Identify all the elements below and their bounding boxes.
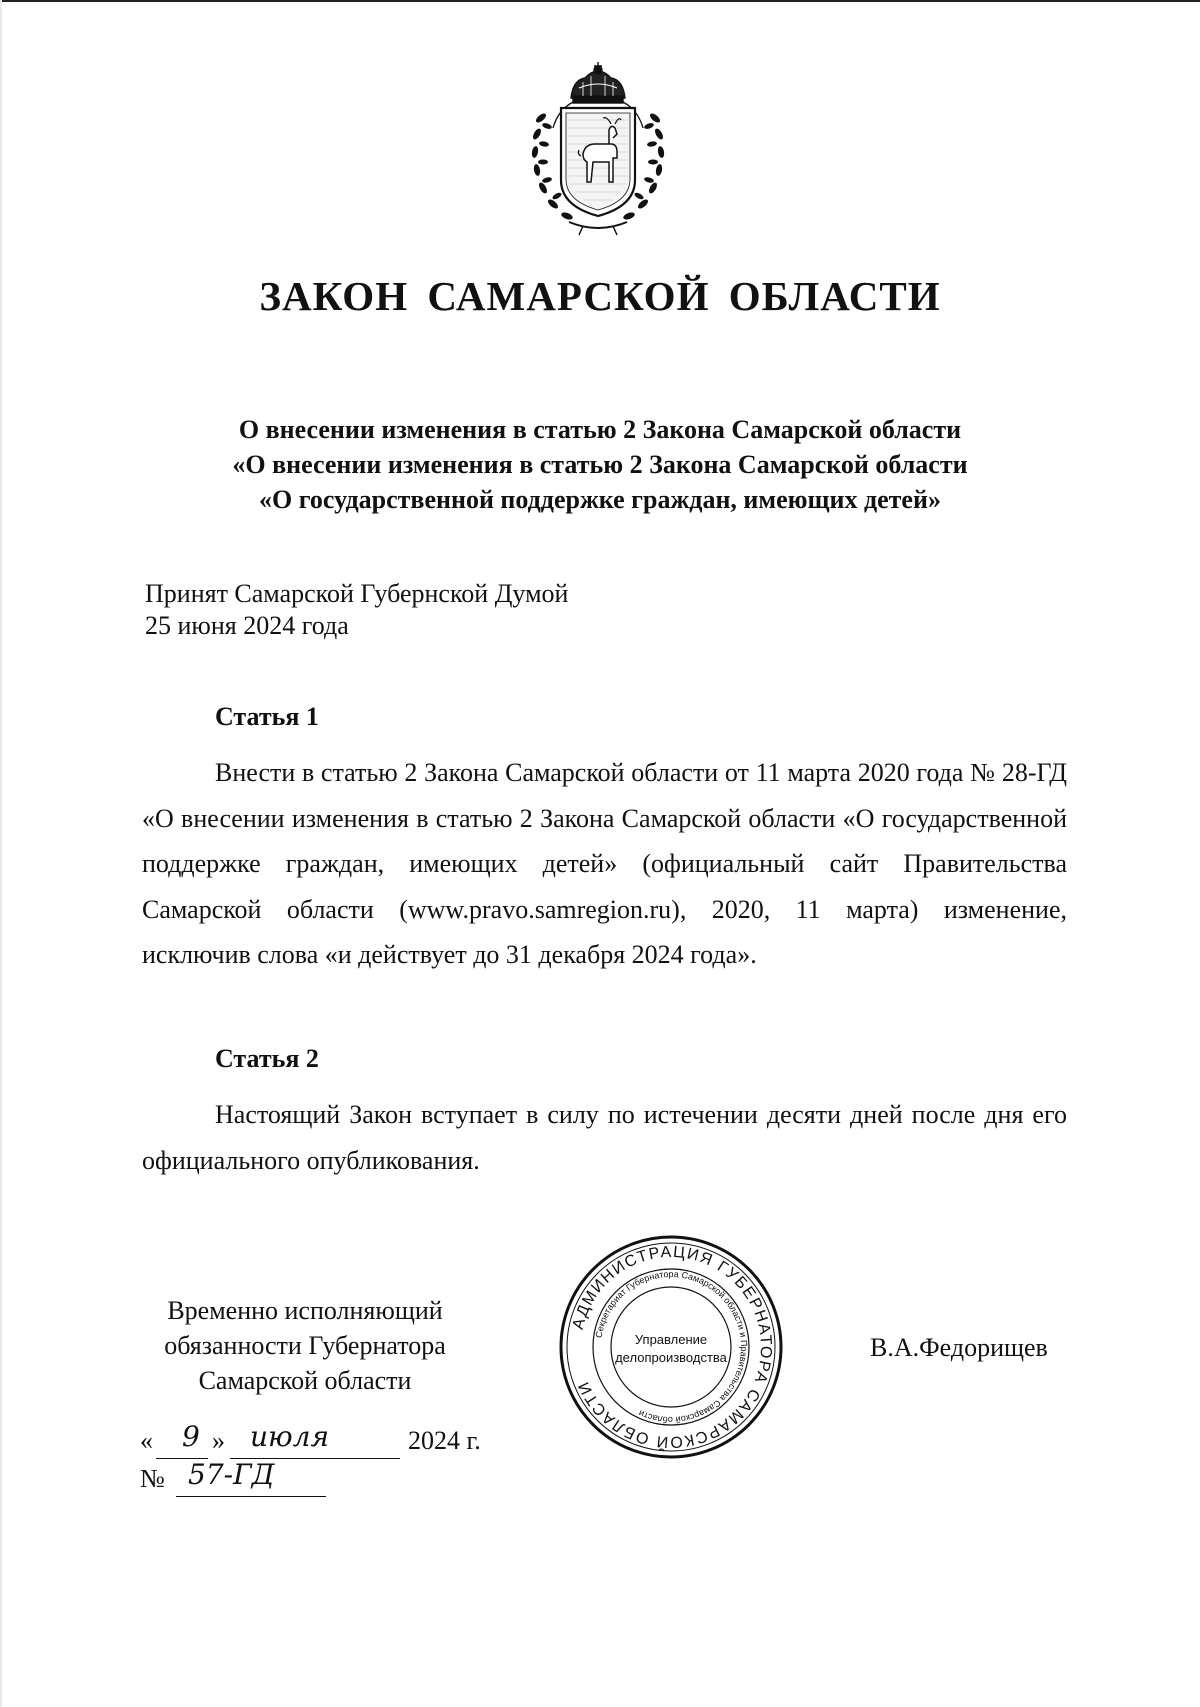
date-month-handwritten: июля [250,1420,330,1453]
law-subtitle [150,412,1050,517]
svg-text:Секретариат Губернатора Самарс [594,1269,749,1425]
date-year: 2024 г. [408,1426,481,1455]
signer-name: В.А.Федорищев [870,1333,1048,1362]
article-1-heading: Статья 1 [215,702,319,731]
date-day-handwritten: 9 [182,1420,200,1453]
article-1-text: Внести в статью 2 Закона Самарской области от 11 марта 2020 года № 28-ГД «О внесении изменения в статью 2 Закона Самарской области «О государственной поддержке граждан, имеющих детей» (официальный сайт Правительства Самарской области (www.pravo.samregion.ru), 2020, 11 марта) изменение, исключив слова «и действует до 31 декабря 2024 года». [142,758,1067,969]
adoption-date: 25 июня 2024 года [145,611,349,640]
subtitle-line: «О внесении изменения в статью 2 Закона Самарской области [232,450,968,479]
signer-position-line: Самарской области [198,1366,412,1395]
seal-middle-text: Секретариат Губернатора Самарской области и Правительства Самарской области [593,1268,750,1426]
date-open-quote: « [140,1426,153,1455]
number-handwritten: 57-ГД [188,1458,275,1491]
official-seal [556,1232,786,1462]
article-2-heading: Статья 2 [215,1044,319,1073]
seal-outer-text: АДМИНИСТРАЦИЯ ГУБЕРНАТОРА САМАРСКОЙ ОБЛАСТИ [569,1243,775,1451]
seal-center-line2: делопроизводства [615,1350,727,1365]
signer-position-line: Временно исполняющий [167,1296,443,1325]
subtitle-line: О внесении изменения в статью 2 Закона Самарской области [238,415,962,444]
date-close-quote: » [212,1426,225,1455]
article-2-text: Настоящий Закон вступает в силу по истечении десяти дней после дня его официального опубликования. [142,1100,1067,1175]
adoption-info [145,578,568,642]
law-title: ЗАКОН САМАРСКОЙ ОБЛАСТИ [259,273,941,319]
signer-position-line: обязанности Губернатора [164,1331,446,1360]
adopted-by: Принят Самарской Губернской Думой [145,579,569,608]
number-sign: № [140,1464,165,1493]
top-border [0,0,1200,2]
coat-of-arms-emblem [523,58,673,236]
signer-position [135,1293,475,1398]
seal-center-line1: Управление [634,1332,708,1347]
left-scan-edge [0,0,2,1707]
subtitle-line: «О государственной поддержке граждан, имеющих детей» [259,485,941,514]
signing-date [140,1422,500,1462]
law-number [140,1460,340,1500]
number-underline [176,1496,326,1497]
